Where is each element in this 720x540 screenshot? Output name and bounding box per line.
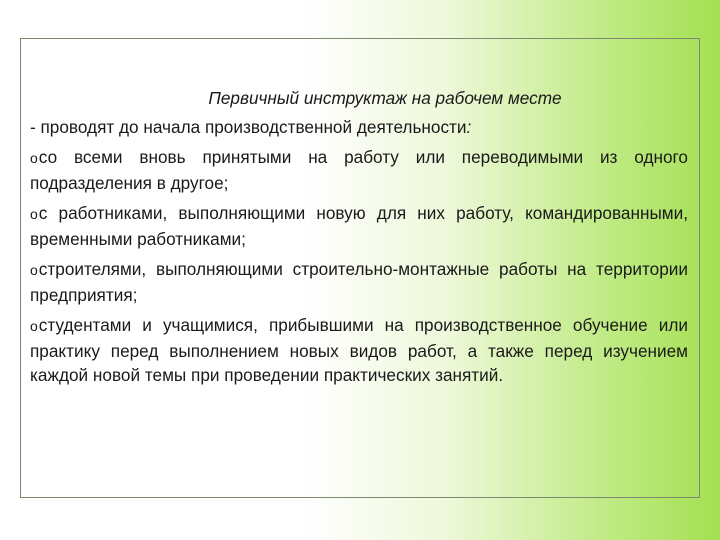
intro-line (30, 115, 688, 140)
list-item-text: строителями, выполняющими строительно-монтажные работы на территории предприятия; (30, 259, 688, 305)
bullet-marker: o (30, 262, 38, 278)
slide-title: Первичный инструктаж на рабочем месте (208, 88, 562, 108)
list-item-text: со всеми вновь принятыми на работу или переводимыми из одного подразделения в другое; (30, 147, 688, 193)
slide-content (30, 86, 688, 394)
list-item (30, 257, 688, 307)
list-item (30, 313, 688, 388)
list-item (30, 145, 688, 195)
bullet-marker: o (30, 150, 38, 166)
intro-text: - проводят до начала производственной деятельности (30, 116, 467, 137)
bullet-marker: o (30, 318, 38, 334)
list-item-text: с работниками, выполняющими новую для них работу, командированными, временными работниками; (30, 203, 688, 249)
list-item (30, 201, 688, 251)
list-item-text: студентами и учащимися, прибывшими на производственное обучение или практику перед выполнением новых видов работ, а также перед изучением каждой новой темы при проведении практических занятий. (30, 315, 688, 385)
bullet-marker: o (30, 206, 38, 222)
intro-colon: : (466, 116, 472, 137)
